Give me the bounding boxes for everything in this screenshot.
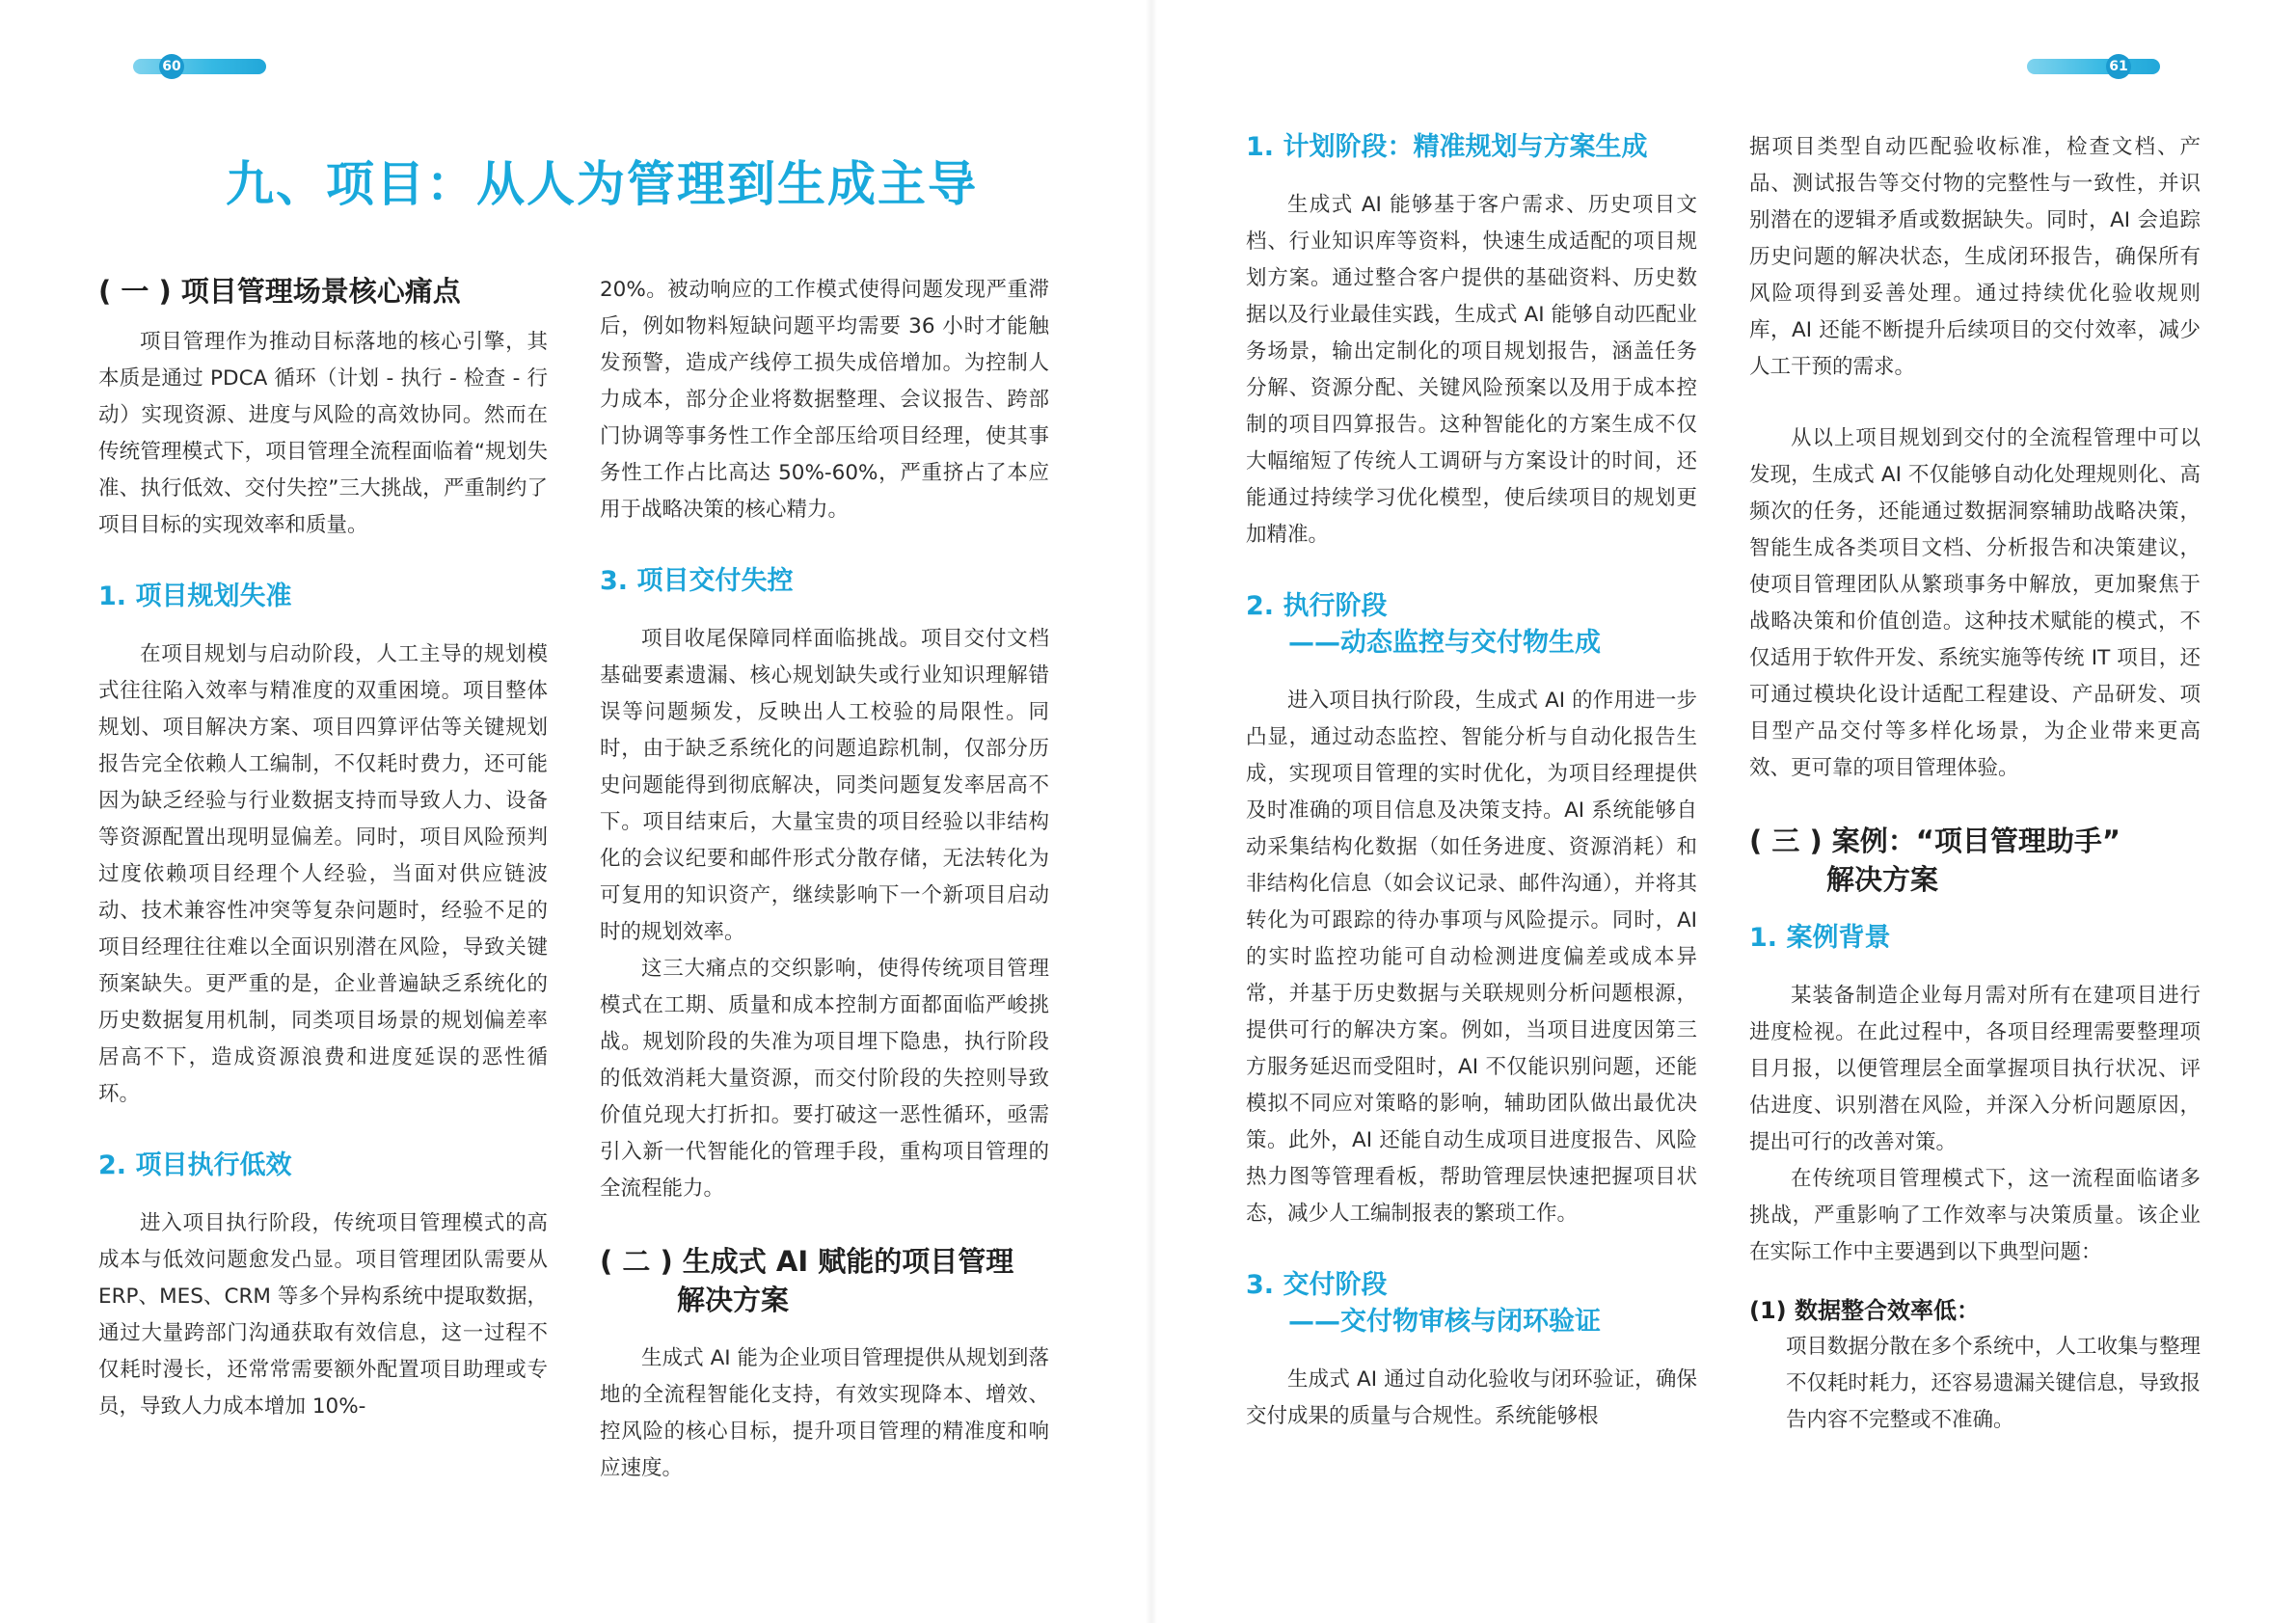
page-gutter	[1146, 0, 1157, 1623]
subheading-execution-inefficiency: 2. 项目执行低效	[98, 1150, 292, 1180]
page-number-left: 60	[159, 54, 184, 79]
left-page-column-2	[600, 272, 1049, 1487]
section-heading-line-2: 解决方案	[677, 1284, 790, 1316]
body-paragraph: 在项目规划与启动阶段，人工主导的规划模式往往陷入效率与精准度的双重困境。项目整体规划、项目解决方案、项目四算评估等关键规划报告完全依赖人工编制，不仅耗时费力，还可能因为缺乏经验与行业数据支持而导致人力、设备等资源配置出现明显偏差。同时，项目风险预判过度依赖项目经理个人经验，当面对供应链波动、技术兼容性冲突等复杂问题时，经验不足的项目经理往往难以全面识别潜在风险，导致关键预案缺失。更严重的是，企业普遍缺乏系统化的历史数据复用机制，同类项目场景的规划偏差率居高不下，造成资源浪费和进度延误的恶性循环。	[98, 642, 548, 1106]
section-heading-genai-solution	[600, 1242, 1049, 1319]
section-heading-line-1: ( 三 ) 案例：“项目管理助手”	[1749, 825, 2120, 857]
body-paragraph: 项目收尾保障同样面临挑战。项目交付文档基础要素遗漏、核心规划缺失或行业知识理解错误等问题频发，反映出人工校验的局限性。同时，由于缺乏系统化的问题追踪机制，仅部分历史问题能得到彻底解决，同类问题复发率居高不下。项目结束后，大量宝贵的项目经验以非结构化的会议纪要和邮件形式分散存储，无法转化为可复用的知识资产，继续影响下一个新项目启动时的规划效率。	[600, 627, 1049, 944]
section-heading-line-1: ( 二 ) 生成式 AI 赋能的项目管理	[600, 1245, 1014, 1278]
body-paragraph: 某装备制造企业每月需对所有在建项目进行进度检视。在此过程中，各项目经理需要整理项目月报，以便管理层全面掌握项目执行状况、评估进度、识别潜在风险，并深入分析问题原因，提出可行的改善对策。	[1749, 984, 2201, 1154]
subheading-planning-inaccuracy: 1. 项目规划失准	[98, 582, 292, 611]
subheading-line-2: ——动态监控与交付物生成	[1288, 628, 1601, 658]
subheading-line-1: 3. 交付阶段	[1246, 1270, 1388, 1300]
right-page-column-1	[1246, 129, 1697, 1435]
subheading-case-background: 1. 案例背景	[1749, 923, 1891, 953]
body-paragraph: 在传统项目管理模式下，这一流程面临诸多挑战，严重影响了工作效率与决策质量。该企业在实际工作中主要遇到以下典型问题：	[1749, 1167, 2201, 1264]
subheading-delivery-stage	[1246, 1267, 1697, 1340]
body-paragraph: 进入项目执行阶段，生成式 AI 的作用进一步凸显，通过动态监控、智能分析与自动化报告生成，实现项目管理的实时优化，为项目经理提供及时准确的项目信息及决策支持。AI 系统能够自动采集结构化数据（如任务进度、资源消耗）和非结构化信息（如会议记录、邮件沟通），并将其转化为可跟踪的待办事项与风险提示。同时，AI 的实时监控功能可自动检测进度偏差或成本异常，并基于历史数据与关联规则分析问题根源，提供可行的解决方案。例如，当项目进度因第三方服务延迟而受阻时，AI 不仅能识别问题，还能模拟不同应对策略的影响，辅助团队做出最优决策。此外，AI 还能自动生成项目进度报告、风险热力图等管理看板，帮助管理层快速把握项目状态，减少人工编制报表的繁琐工作。	[1246, 689, 1697, 1226]
subheading-delivery-out-of-control: 3. 项目交付失控	[600, 566, 794, 596]
subheading-line-1: 2. 执行阶段	[1246, 591, 1388, 621]
left-page-column-1	[98, 272, 548, 1425]
issue-description: 项目数据分散在多个系统中，人工收集与整理不仅耗时耗力，还容易遗漏关键信息，导致报告内容不完整或不准确。	[1786, 1335, 2201, 1432]
subheading-line-2: ——交付物审核与闭环验证	[1288, 1307, 1601, 1337]
right-page-column-2	[1749, 129, 2201, 1439]
page-number-badge-right	[2025, 54, 2160, 79]
subheading-plan-stage: 1. 计划阶段：精准规划与方案生成	[1246, 132, 1648, 162]
page-badge-bar	[2027, 59, 2160, 74]
body-paragraph: 生成式 AI 能够基于客户需求、历史项目文档、行业知识库等资料，快速生成适配的项目规划方案。通过整合客户提供的基础资料、历史数据以及行业最佳实践，生成式 AI 能够自动匹配业务场景，输出定制化的项目规划报告，涵盖任务分解、资源分配、关键风险预案以及用于成本控制的项目四算报告。这种智能化的方案生成不仅大幅缩短了传统人工调研与方案设计的时间，还能通过持续学习优化模型，使后续项目的规划更加精准。	[1246, 193, 1697, 547]
body-paragraph: 生成式 AI 能为企业项目管理提供从规划到落地的全流程智能化支持，有效实现降本、增效、控风险的核心目标，提升项目管理的精准度和响应速度。	[600, 1346, 1049, 1480]
body-paragraph: 从以上项目规划到交付的全流程管理中可以发现，生成式 AI 不仅能够自动化处理规则化、高频次的任务，还能通过数据洞察辅助战略决策，智能生成各类项目文档、分析报告和决策建议，使项目管理团队从繁琐事务中解放，更加聚焦于战略决策和价值创造。这种技术赋能的模式，不仅适用于软件开发、系统实施等传统 IT 项目，还可通过模块化设计适配工程建设、产品研发、项目型产品交付等多样化场景，为企业带来更高效、更可靠的项目管理体验。	[1749, 426, 2201, 780]
section-heading-line-2: 解决方案	[1826, 863, 1939, 896]
page-badge-bar	[133, 59, 266, 74]
body-paragraph-continued: 据项目类型自动匹配验收标准，检查文档、产品、测试报告等交付物的完整性与一致性，并识别潜在的逻辑矛盾或数据缺失。同时，AI 会追踪历史问题的解决状态，生成闭环报告，确保所有风险项得到妥善处理。通过持续优化验收规则库，AI 还能不断提升后续项目的交付效率，减少人工干预的需求。	[1749, 135, 2201, 379]
chapter-title: 九、项目：从人为管理到生成主导	[226, 156, 978, 212]
body-paragraph: 进入项目执行阶段，传统项目管理模式的高成本与低效问题愈发凸显。项目管理团队需要从 ERP、MES、CRM 等多个异构系统中提取数据，通过大量跨部门沟通获取有效信息，这一过程不仅耗时漫长，还常常需要额外配置项目助理或专员，导致人力成本增加 10%-	[98, 1211, 548, 1419]
subheading-execution-stage	[1246, 588, 1697, 662]
body-paragraph: 项目管理作为推动目标落地的核心引擎，其本质是通过 PDCA 循环（计划 - 执行 - 检查 - 行动）实现资源、进度与风险的高效协同。然而在传统管理模式下，项目管理全流程面临着“规划失准、执行低效、交付失控”三大挑战，严重制约了项目目标的实现效率和质量。	[98, 330, 548, 537]
body-paragraph-continued: 20%。被动响应的工作模式使得问题发现严重滞后，例如物料短缺问题平均需要 36 小时才能触发预警，造成产线停工损失成倍增加。为控制人力成本，部分企业将数据整理、会议报告、跨部门协调等事务性工作全部压给项目经理，使其事务性工作占比高达 50%-60%，严重挤占了本应用于战略决策的核心精力。	[600, 278, 1049, 522]
page-number-right: 61	[2106, 54, 2131, 79]
page-number-badge-left	[133, 54, 268, 79]
issue-heading-data-integration: (1) 数据整合效率低：	[1749, 1297, 1980, 1324]
body-paragraph: 这三大痛点的交织影响，使得传统项目管理模式在工期、质量和成本控制方面都面临严峻挑战。规划阶段的失准为项目埋下隐患，执行阶段的低效消耗大量资源，而交付阶段的失控则导致价值兑现大打折扣。要打破这一恶性循环，亟需引入新一代智能化的管理手段，重构项目管理的全流程能力。	[600, 957, 1049, 1201]
body-paragraph: 生成式 AI 通过自动化验收与闭环验证，确保交付成果的质量与合规性。系统能够根	[1246, 1367, 1697, 1428]
section-heading-pain-points: ( 一 ) 项目管理场景核心痛点	[98, 275, 461, 308]
section-heading-case-study	[1749, 822, 2201, 899]
